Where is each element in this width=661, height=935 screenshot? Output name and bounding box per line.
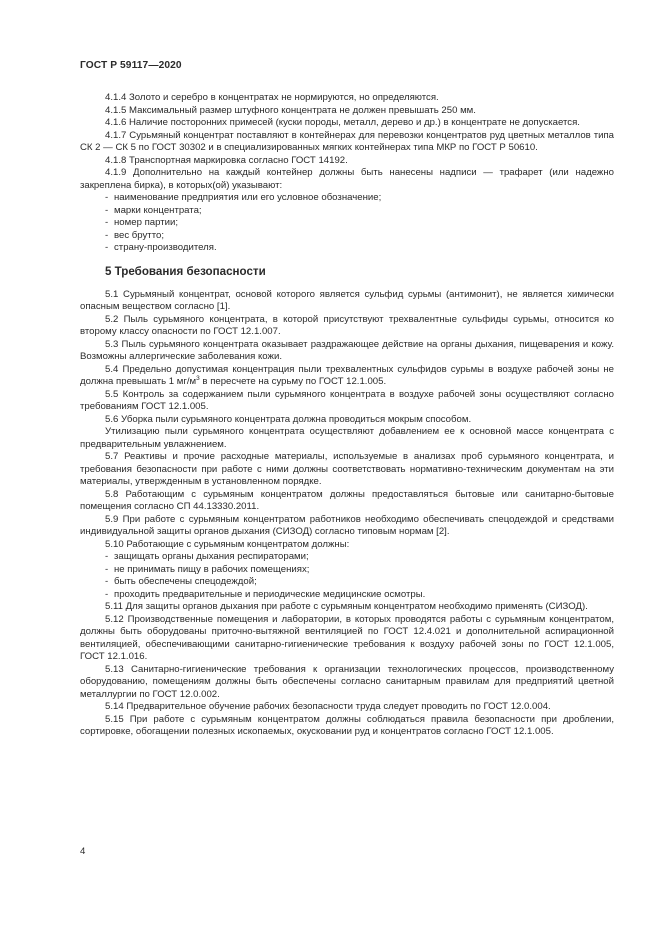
paragraph-4-1-5: 4.1.5 Максимальный размер штуфного концентрата не должен превышать 250 мм.	[105, 104, 476, 116]
list-item: - марки концентрата;	[105, 204, 202, 216]
document-body	[80, 92, 614, 739]
list-4-1-9	[80, 192, 614, 255]
paragraph-5-3: 5.3 Пыль сурьмяного концентрата оказывает раздражающее действие на органы дыхания, пищеварения и кожу. Возможны аллергические заболевания кожи.	[80, 338, 614, 362]
list-item: - номер партии;	[105, 217, 178, 228]
paragraph-4-1-4: 4.1.4 Золото и серебро в концентратах не нормируются, но определяются.	[105, 92, 439, 103]
paragraph-5-9: 5.9 При работе с сурьмяным концентратом работников необходимо обеспечивать спецодеждой и средствами индивидуальной защиты органов дыхания (СИЗОД) согласно типовым нормам [2].	[80, 513, 614, 537]
list-item: - проходить предварительные и периодические медицинские осмотры.	[105, 588, 426, 600]
paragraph-5-10: 5.10 Работающие с сурьмяным концентратом должны:	[105, 538, 350, 550]
paragraph-4-1-7: 4.1.7 Сурьмяный концентрат поставляют в контейнерах для перевозки концентратов руд цветных металлов типа СК 2 — СК 5 по ГОСТ 30302 и в специализированных мягких контейнерах типа МКР по ГОСТ Р 50610.	[80, 129, 614, 153]
paragraph-4-1-6: 4.1.6 Наличие посторонних примесей (куски породы, металл, дерево и др.) в концентрате не допускается.	[105, 117, 580, 128]
paragraph-5-8: 5.8 Работающим с сурьмяным концентратом должны предоставляться бытовые или санитарно-бытовые помещения согласно СП 44.13330.2011.	[80, 488, 614, 512]
page-number: 4	[80, 846, 86, 857]
list-5-10	[80, 551, 614, 601]
paragraph-5-1: 5.1 Сурьмяный концентрат, основой которого является сульфид сурьмы (антимонит), не является химически опасным веществом согласно [1].	[80, 288, 614, 312]
list-item: - вес брутто;	[105, 229, 164, 241]
paragraph-5-7: 5.7 Реактивы и прочие расходные материалы, используемые в анализах проб сурьмяного концентрата, и требования безопасности при работе с ними должны соответствовать нормативно-техническим документам на эти материалы, утвержденным в установленном порядке.	[80, 451, 614, 487]
paragraph-5-15: 5.15 При работе с сурьмяным концентратом должны соблюдаться правила безопасности при дроблении, сортировке, обогащении полезных ископаемых, окусковании руд и концентратов согласно ГОСТ 12.1.005.	[80, 713, 614, 737]
paragraph-5-4: 5.4 Предельно допустимая концентрация пыли трехвалентных сульфидов сурьмы в воздухе рабочей зоны не должна превышать 1 $мг/м^3$ в пересчете на сурьму по ГОСТ 12.1.005.	[80, 363, 614, 387]
list-item: - защищать органы дыхания респираторами;	[105, 551, 309, 562]
paragraph-5-14: 5.14 Предварительное обучение рабочих безопасности труда следует проводить по ГОСТ 12.0.004.	[105, 701, 551, 712]
section-heading-safety: 5 Требования безопасности	[105, 264, 266, 278]
paragraph-4-1-9: 4.1.9 Дополнительно на каждый контейнер должны быть нанесены надписи — трафарет (или надежно закреплена бирка), в которых(ой) указывают:	[80, 167, 614, 191]
paragraph-5-6: 5.6 Уборка пыли сурьмяного концентрата должна проводиться мокрым способом.	[105, 413, 472, 425]
paragraph-5-6-continued: Утилизацию пыли сурьмяного концентрата осуществляют добавлением ее к основной массе концентрата с предварительным увлажнением.	[80, 426, 614, 450]
paragraph-5-2: 5.2 Пыль сурьмяного концентрата, в которой присутствуют трехвалентные сульфиды сурьмы, относится ко второму классу опасности по ГОСТ 12.1.007.	[80, 313, 614, 337]
paragraph-5-11: 5.11 Для защиты органов дыхания при работе с сурьмяным концентратом необходимо применять (СИЗОД).	[105, 601, 588, 612]
list-item: - наименование предприятия или его условное обозначение;	[105, 192, 382, 203]
paragraph-4-1-8: 4.1.8 Транспортная маркировка согласно ГОСТ 14192.	[105, 154, 348, 166]
paragraph-5-12: 5.12 Производственные помещения и лаборатории, в которых проводятся работы с сурьмяным концентратом, должны быть оборудованы приточно-вытяжной вентиляцией по ГОСТ 12.4.021 и дополнительной аспирационной вентиляцией, обеспечивающими санитарно-гигиенические требования к воздуху рабочей зоны по ГОСТ 12.1.005, ГОСТ 12.1.016.	[80, 613, 614, 662]
document-header-code: ГОСТ Р 59117—2020	[80, 60, 182, 71]
paragraph-5-13: 5.13 Санитарно-гигиенические требования к организации технологических процессов, производственному оборудованию, помещениям должны быть обеспечены согласно санитарным правилам для предприятий цветной металлургии по ГОСТ 12.0.002.	[80, 663, 614, 700]
list-item: - страну-производителя.	[105, 242, 217, 253]
list-item: - быть обеспечены спецодеждой;	[105, 576, 257, 587]
list-item: - не принимать пищу в рабочих помещениях;	[105, 563, 310, 575]
paragraph-5-5: 5.5 Контроль за содержанием пыли сурьмяного концентрата в воздухе рабочей зоны осуществляют согласно требованиям ГОСТ 12.1.005.	[80, 388, 614, 412]
